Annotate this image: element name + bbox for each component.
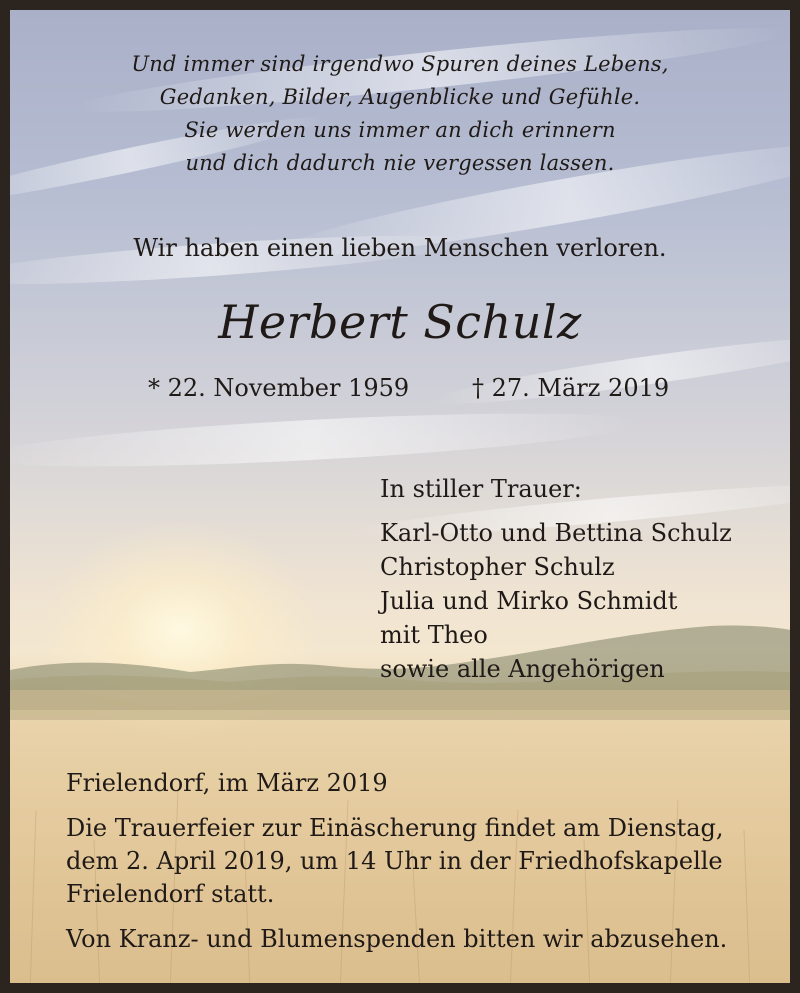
intro-line: Wir haben einen lieben Menschen verloren. <box>133 234 667 262</box>
memorial-verse <box>10 48 790 180</box>
birth-date: * 22. November 1959 <box>148 374 410 402</box>
deceased-name: Herbert Schulz <box>218 295 582 349</box>
service-line: Frielendorf statt. <box>66 880 275 908</box>
place-date: Frielendorf, im März 2019 <box>66 769 388 797</box>
donations-note: Von Kranz- und Blumenspenden bitten wir abzusehen. <box>66 925 728 953</box>
mourners-list <box>380 516 732 686</box>
mourner-name: sowie alle Angehörigen <box>380 655 665 683</box>
mourner-name: Karl-Otto und Bettina Schulz <box>380 519 732 547</box>
service-line: Die Trauerfeier zur Einäscherung findet am Dienstag, <box>66 814 724 842</box>
verse-line: Gedanken, Bilder, Augenblicke und Gefühle. <box>159 85 641 109</box>
verse-line: Sie werden uns immer an dich erinnern <box>184 118 616 142</box>
mourner-name: Julia und Mirko Schmidt <box>380 587 678 615</box>
verse-line: und dich dadurch nie vergessen lassen. <box>185 151 615 175</box>
death-date: † 27. März 2019 <box>472 374 670 402</box>
service-line: dem 2. April 2019, um 14 Uhr in der Friedhofskapelle <box>66 847 723 875</box>
service-notice <box>66 812 724 911</box>
mourner-name: Christopher Schulz <box>380 553 615 581</box>
mourner-name: mit Theo <box>380 621 488 649</box>
verse-line: Und immer sind irgendwo Spuren deines Lebens, <box>131 52 669 76</box>
mourning-heading: In stiller Trauer: <box>380 475 582 503</box>
